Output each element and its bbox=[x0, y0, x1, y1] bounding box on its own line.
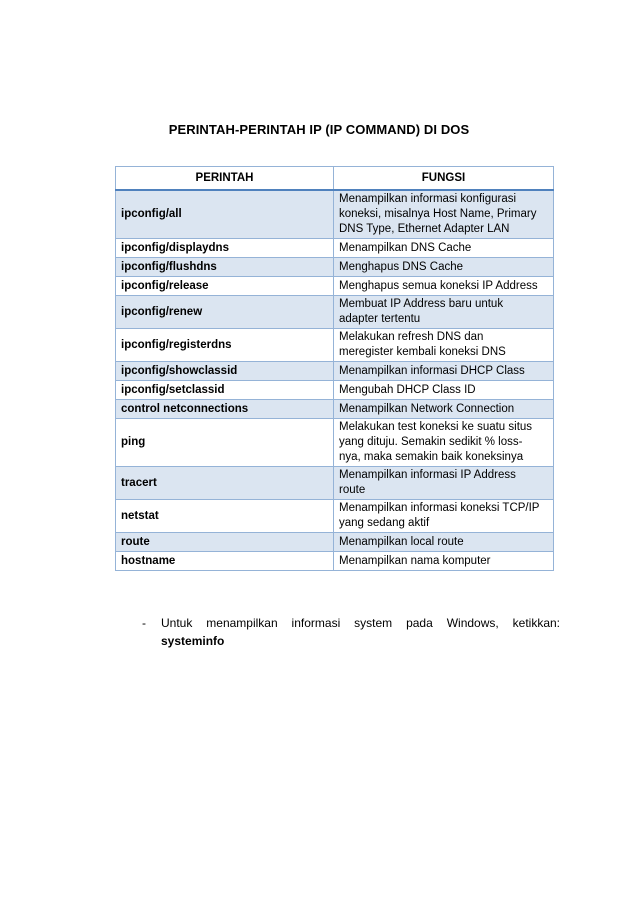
function-cell bbox=[334, 467, 554, 500]
function-line: Menampilkan informasi IP Address bbox=[339, 469, 516, 481]
function-cell bbox=[334, 296, 554, 329]
function-line: nya, maka semakin baik koneksinya bbox=[339, 451, 524, 463]
function-line: DNS Type, Ethernet Adapter LAN bbox=[339, 223, 510, 235]
function-cell bbox=[334, 381, 554, 400]
table-row bbox=[116, 362, 554, 381]
function-line: Menghapus DNS Cache bbox=[339, 260, 464, 273]
command-cell: route bbox=[116, 533, 334, 552]
command-cell: control netconnections bbox=[116, 400, 334, 419]
function-line: Menghapus semua koneksi IP Address bbox=[339, 279, 538, 292]
function-cell bbox=[334, 362, 554, 381]
function-line: koneksi, misalnya Host Name, Primary bbox=[339, 208, 537, 220]
function-line: yang dituju. Semakin sedikit % loss- bbox=[339, 436, 523, 448]
header-perintah: PERINTAH bbox=[116, 167, 334, 191]
command-cell: ipconfig/displaydns bbox=[116, 239, 334, 258]
function-cell bbox=[334, 500, 554, 533]
function-cell bbox=[334, 533, 554, 552]
function-cell bbox=[334, 552, 554, 571]
function-line: Menampilkan informasi konfigurasi bbox=[339, 193, 517, 205]
table-row bbox=[116, 400, 554, 419]
function-cell bbox=[334, 277, 554, 296]
note-bullet: - bbox=[142, 616, 146, 630]
function-line: adapter tertentu bbox=[339, 313, 421, 325]
function-cell bbox=[334, 419, 554, 467]
command-cell: ipconfig/flushdns bbox=[116, 258, 334, 277]
function-line: Membuat IP Address baru untuk bbox=[339, 298, 504, 310]
table-row bbox=[116, 239, 554, 258]
function-line: Mengubah DHCP Class ID bbox=[339, 383, 476, 396]
function-line: Melakukan test koneksi ke suatu situs bbox=[339, 421, 533, 433]
table-body bbox=[116, 190, 554, 571]
command-cell: ipconfig/all bbox=[116, 190, 334, 239]
table-row bbox=[116, 552, 554, 571]
function-line: Melakukan refresh DNS dan bbox=[339, 331, 484, 343]
table-row bbox=[116, 190, 554, 239]
function-line: Menampilkan informasi koneksi TCP/IP bbox=[339, 502, 540, 514]
command-cell: ipconfig/registerdns bbox=[116, 329, 334, 362]
command-table bbox=[115, 166, 554, 571]
table-row bbox=[116, 258, 554, 277]
function-cell bbox=[334, 329, 554, 362]
table-row bbox=[116, 329, 554, 362]
table-row bbox=[116, 277, 554, 296]
function-line: route bbox=[339, 484, 366, 496]
note-command: systeminfo bbox=[161, 634, 225, 648]
page-title: PERINTAH-PERINTAH IP (IP COMMAND) DI DOS bbox=[168, 122, 470, 137]
function-line: Menampilkan local route bbox=[339, 535, 464, 548]
function-cell bbox=[334, 190, 554, 239]
table-row bbox=[116, 533, 554, 552]
table-row bbox=[116, 500, 554, 533]
function-line: Menampilkan DNS Cache bbox=[339, 241, 472, 254]
function-cell bbox=[334, 239, 554, 258]
function-line: Menampilkan informasi DHCP Class bbox=[339, 364, 525, 377]
command-cell: ipconfig/setclassid bbox=[116, 381, 334, 400]
function-line: meregister kembali koneksi DNS bbox=[339, 346, 506, 358]
function-cell bbox=[334, 258, 554, 277]
command-cell: netstat bbox=[116, 500, 334, 533]
table-row bbox=[116, 381, 554, 400]
function-line: Menampilkan Network Connection bbox=[339, 402, 515, 415]
command-cell: ping bbox=[116, 419, 334, 467]
command-cell: ipconfig/release bbox=[116, 277, 334, 296]
command-cell: ipconfig/showclassid bbox=[116, 362, 334, 381]
table-row bbox=[116, 467, 554, 500]
note-text: Untuk menampilkan informasi system pada Windows, ketikkan: bbox=[161, 616, 560, 630]
command-cell: tracert bbox=[116, 467, 334, 500]
function-cell bbox=[334, 400, 554, 419]
table-row bbox=[116, 419, 554, 467]
table-header-row bbox=[116, 167, 554, 191]
function-line: Menampilkan nama komputer bbox=[339, 554, 491, 567]
header-fungsi: FUNGSI bbox=[334, 167, 554, 191]
command-cell: hostname bbox=[116, 552, 334, 571]
command-cell: ipconfig/renew bbox=[116, 296, 334, 329]
table-row bbox=[116, 296, 554, 329]
function-line: yang sedang aktif bbox=[339, 517, 430, 529]
